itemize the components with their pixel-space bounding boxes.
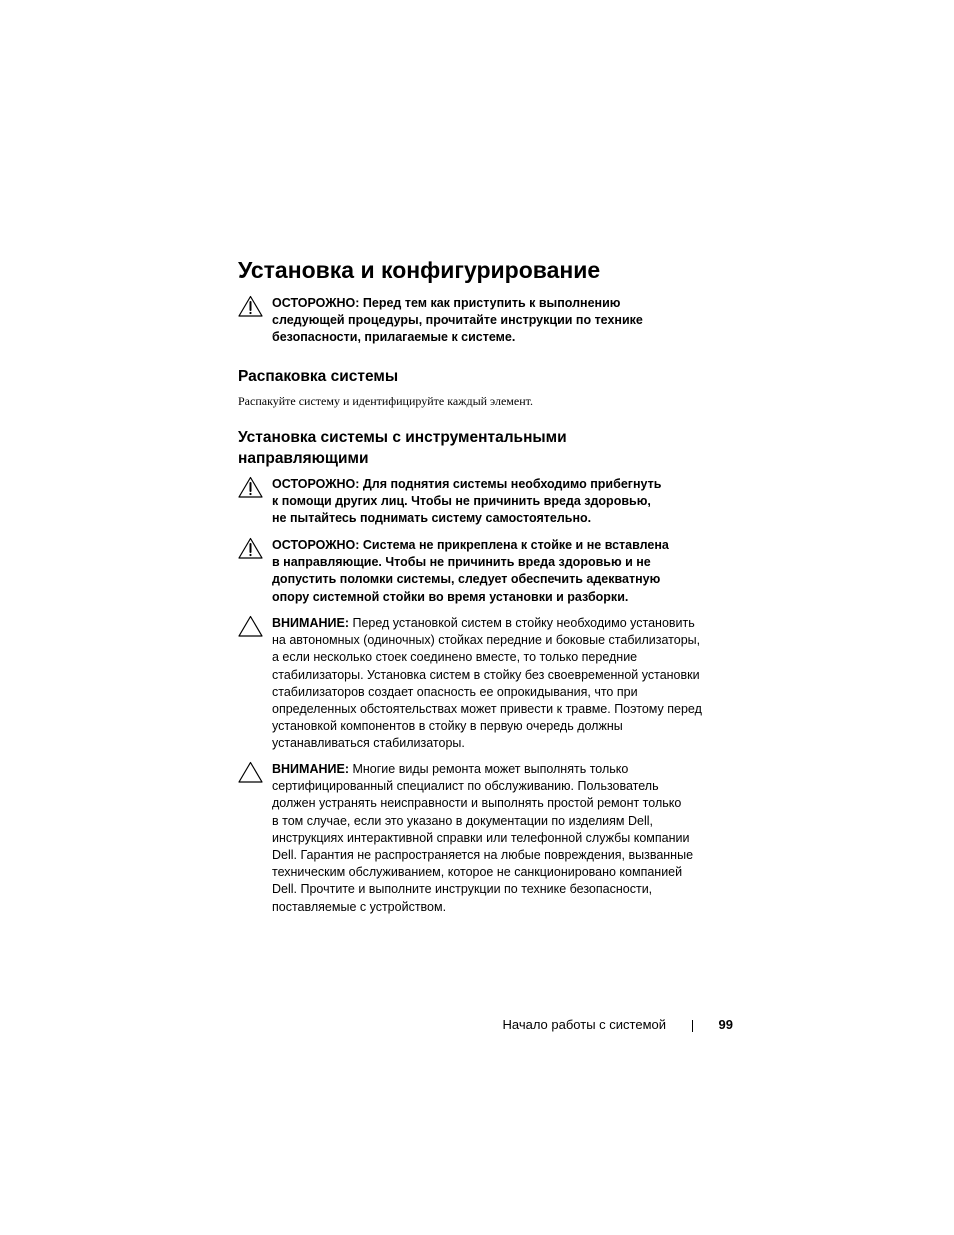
warning-triangle-icon (238, 537, 263, 559)
section-heading-line: направляющими (238, 450, 369, 467)
caution-line: установкой компонентов в стойку в первую очередь должны (272, 719, 623, 734)
caution-triangle-icon (238, 761, 263, 783)
section-heading-rails (238, 427, 567, 469)
section-heading-line: Установка системы с инструментальными (238, 429, 567, 446)
caution-line: стабилизаторы. Установка систем в стойку без своевременной установки (272, 667, 700, 682)
warning-text (272, 295, 738, 347)
caution-label: ВНИМАНИЕ: (272, 616, 349, 630)
warning-line: в направляющие. Чтобы не причинить вреда здоровью и не (272, 555, 651, 570)
page-footer (0, 1015, 954, 1035)
warning-text (272, 537, 738, 606)
warning-line: ОСТОРОЖНО: Перед тем как приступить к выполнению (272, 296, 621, 310)
warning-line: опору системной стойки во время установки и разборки. (272, 589, 629, 604)
warning-line: ОСТОРОЖНО: Система не прикреплена к стойке и не вставлена (272, 538, 669, 552)
caution-triangle-icon (238, 615, 263, 637)
caution-line: в том случае, если это указано в документации по изделиям Dell, (272, 813, 653, 828)
section-heading-unpack: Распаковка системы (238, 368, 399, 385)
footer-title: Начало работы с системой (502, 1017, 666, 1032)
caution-line: сертифицированный специалист по обслуживанию. Пользователь (272, 779, 659, 794)
warning-line: безопасности, прилагаемые к системе. (272, 330, 516, 345)
caution-line: Dell. Гарантия не распространяется на любые повреждения, вызванные (272, 848, 694, 863)
caution-line: устанавливаться стабилизаторы. (272, 736, 465, 751)
caution-text (272, 615, 738, 753)
page-number: 99 (718, 1017, 733, 1032)
caution-first-text: Перед установкой систем в стойку необходимо установить (349, 616, 695, 630)
caution-text (272, 761, 738, 916)
warning-text (272, 476, 738, 528)
caution-line: техническим обслуживанием, которое не санкционировано компанией (272, 865, 683, 880)
caution-line: должен устранять неисправности и выполнять простой ремонт только (272, 796, 682, 811)
caution-line: поставляемые с устройством. (272, 899, 447, 914)
caution-notice (238, 615, 738, 753)
caution-notice (238, 761, 738, 916)
caution-line: инструкциях интерактивной справки или телефонной службы компании (272, 830, 690, 845)
warning-line: не пытайтесь поднимать систему самостоятельно. (272, 511, 592, 526)
warning-line: ОСТОРОЖНО: Для поднятия системы необходимо прибегнуть (272, 477, 662, 491)
body-paragraph: Распакуйте систему и идентифицируйте каждый элемент. (238, 394, 533, 408)
caution-line: а если несколько стоек соединено вместе, то только передние (272, 650, 638, 665)
warning-notice (238, 537, 738, 606)
warning-triangle-icon (238, 476, 263, 498)
warning-notice (238, 295, 738, 347)
warning-triangle-icon (238, 295, 263, 317)
warning-line: к помощи других лиц. Чтобы не причинить вреда здоровью, (272, 494, 651, 509)
caution-label: ВНИМАНИЕ: (272, 762, 349, 776)
caution-line: Dell. Прочтите и выполните инструкции по технике безопасности, (272, 882, 653, 897)
page-title: Установка и конфигурирование (238, 257, 601, 283)
caution-first-line (272, 761, 738, 778)
caution-line: определенных обстоятельствах может привести к травме. Поэтому перед (272, 702, 702, 717)
warning-notice (238, 476, 738, 528)
warning-line: следующей процедуры, прочитайте инструкции по технике (272, 313, 643, 328)
footer-separator (692, 1020, 693, 1032)
caution-line: на автономных (одиночных) стойках передние и боковые стабилизаторы, (272, 633, 701, 648)
caution-line: стабилизаторов создает опасность ее опрокидывания, что при (272, 684, 638, 699)
warning-line: допустить поломки системы, следует обеспечить адекватную (272, 572, 661, 587)
caution-first-text: Многие виды ремонта может выполнять только (349, 762, 629, 776)
caution-first-line (272, 615, 738, 632)
